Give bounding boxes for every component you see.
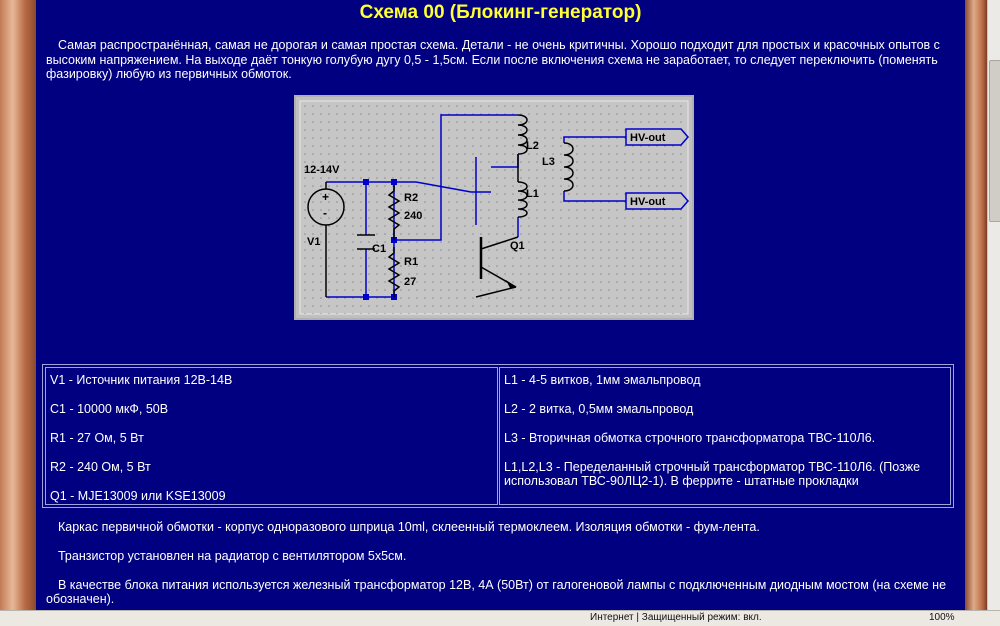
parts-column-right xyxy=(499,367,951,505)
intro-paragraph: Самая распространённая, самая не дорогая и самая простая схема. Детали - не очень критичны. Хорошо подходит для простых и красочных опытов с высоким напряжением. На выходе даёт тонкую голубую дугу 0,5 - 1,5см. Если после включения схема не заработает, то следует переключить (поменять фазировку) любую из первичных обмоток. xyxy=(46,38,940,81)
schematic-svg xyxy=(296,97,692,318)
l2-label: L2 xyxy=(526,140,539,152)
right-decorative-border xyxy=(965,0,987,610)
circuit-schematic xyxy=(294,95,694,320)
r2-label: R2 xyxy=(404,192,419,204)
hv-out-label-2: HV-out xyxy=(630,196,666,208)
part-item: V1 - Источник питания 12В-14В xyxy=(50,373,233,387)
parts-column-left xyxy=(45,367,498,505)
vertical-scrollbar[interactable] xyxy=(987,0,1000,610)
note-paragraph: В качестве блока питания используется железный трансформатор 12В, 4А (50Вт) от галогеновой лампы с подключенным диодным мостом (на схеме не обозначен). xyxy=(46,578,947,606)
status-bar xyxy=(0,610,1000,626)
r1-value: 27 xyxy=(404,276,417,288)
supply-label: 12-14V xyxy=(304,164,340,176)
part-item: R1 - 27 Ом, 5 Вт xyxy=(50,431,144,445)
part-item: L1 - 4-5 витков, 1мм эмальпровод xyxy=(504,373,701,387)
note-paragraph: Каркас первичной обмотки - корпус одноразового шприца 10ml, склеенный термоклеем. Изоляция обмотки - фум-лента. xyxy=(58,520,760,534)
security-zone-text[interactable]: Интернет | Защищенный режим: вкл. xyxy=(590,612,762,623)
part-item: R2 - 240 Ом, 5 Вт xyxy=(50,460,151,474)
page-content xyxy=(36,0,965,610)
q1-label: Q1 xyxy=(510,240,525,252)
l1-label: L1 xyxy=(526,188,539,200)
part-item: L3 - Вторичная обмотка строчного трансформатора ТВС-110Л6. xyxy=(504,431,876,445)
r1-label: R1 xyxy=(404,256,419,268)
part-item: L1,L2,L3 - Переделанный строчный трансформатор ТВС-110Л6. (Позже использовал ТВС-90ЛЦ2-1). В феррите - штатные прокладки xyxy=(504,460,921,488)
r2-value: 240 xyxy=(404,210,423,222)
part-item: Q1 - MJE13009 или KSE13009 xyxy=(50,489,226,503)
v1-label: V1 xyxy=(307,236,321,248)
l3-label: L3 xyxy=(542,156,555,168)
scrollbar-thumb[interactable] xyxy=(989,60,1000,222)
minus-sign: - xyxy=(323,206,327,220)
page-title: Схема 00 (Блокинг-генератор) xyxy=(359,2,642,23)
note-paragraph: Транзистор установлен на радиатор с вентилятором 5х5см. xyxy=(58,549,407,563)
plus-sign: + xyxy=(322,190,330,204)
zoom-level[interactable]: 100% xyxy=(929,612,955,623)
part-item: L2 - 2 витка, 0,5мм эмальпровод xyxy=(504,402,694,416)
parts-table xyxy=(42,364,954,508)
part-item: C1 - 10000 мкФ, 50В xyxy=(50,402,169,416)
c1-label: C1 xyxy=(372,243,387,255)
left-decorative-border xyxy=(0,0,36,610)
hv-out-label-1: HV-out xyxy=(630,132,666,144)
